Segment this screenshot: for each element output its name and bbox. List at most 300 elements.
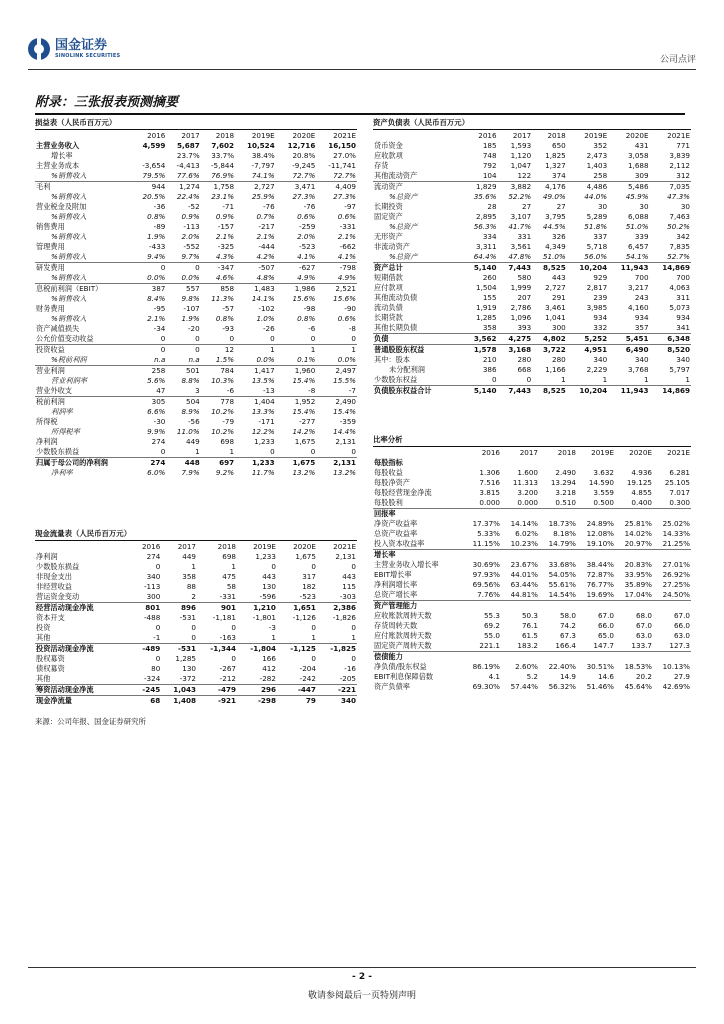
ratios-table <box>373 447 691 692</box>
year-header: 2016 <box>481 447 500 457</box>
row-label: %销售收入 <box>51 252 87 261</box>
value-cell: 55.0 <box>483 631 500 640</box>
value-cell: 14.14% <box>510 519 538 528</box>
value-cell: 274 <box>146 552 161 561</box>
row-label: 负债股东权益合计 <box>373 386 463 397</box>
value-cell: 0.400 <box>631 498 652 507</box>
header-divider <box>28 69 696 70</box>
table-row <box>373 323 691 334</box>
value-cell: 27.0% <box>333 151 356 160</box>
value-cell: 11,943 <box>608 263 649 274</box>
year-header: 2019E <box>591 447 614 457</box>
value-cell: 58.0 <box>559 611 576 620</box>
value-cell: 1 <box>561 375 566 384</box>
year-header-row <box>35 541 357 552</box>
value-cell: 79.5% <box>142 171 166 180</box>
table-row <box>373 478 691 488</box>
value-cell: 13.2% <box>292 468 316 477</box>
table-row <box>373 334 691 345</box>
row-label: 流动资产 <box>373 182 463 193</box>
table-row <box>35 345 357 356</box>
value-cell: 20.97% <box>624 539 652 548</box>
value-cell: 1,096 <box>510 313 532 322</box>
value-cell: 12.2% <box>251 427 275 436</box>
value-cell: -488 <box>143 613 161 622</box>
value-cell: 3,839 <box>669 151 690 160</box>
value-cell: 88 <box>186 582 196 591</box>
value-cell: 5,252 <box>567 334 608 345</box>
value-cell: 0 <box>310 447 316 456</box>
table-row <box>373 313 691 323</box>
table-row <box>373 590 691 601</box>
value-cell: 5,687 <box>176 141 200 150</box>
value-cell: 57.44% <box>510 682 538 691</box>
value-cell: -171 <box>258 417 275 426</box>
value-cell: 7,835 <box>669 242 690 251</box>
value-cell: 1,233 <box>235 458 276 469</box>
value-cell: -5,844 <box>210 161 235 170</box>
value-cell: -324 <box>143 674 161 683</box>
value-cell: 2,473 <box>586 151 608 160</box>
value-cell: 443 <box>552 273 566 282</box>
footer-divider <box>28 967 696 968</box>
year-header: 2016 <box>478 130 497 140</box>
value-cell: 8.18% <box>553 529 576 538</box>
value-cell: -93 <box>222 324 235 333</box>
value-cell: 7,035 <box>650 182 691 193</box>
value-cell: 14.4% <box>333 427 356 436</box>
table-row <box>35 427 357 437</box>
value-cell: 331 <box>517 232 532 241</box>
value-cell: 1 <box>271 633 276 642</box>
value-cell: 243 <box>634 293 649 302</box>
value-cell: 69.2 <box>483 621 500 630</box>
row-label: 应付账款周转天数 <box>374 631 432 640</box>
value-cell: 1,403 <box>586 161 608 170</box>
value-cell: 1,578 <box>463 345 498 356</box>
value-cell: 260 <box>482 273 497 282</box>
value-cell: 6.02% <box>515 529 538 538</box>
value-cell: -76 <box>303 202 316 211</box>
value-cell: 66.0 <box>673 621 690 630</box>
value-cell <box>615 458 653 468</box>
table-row <box>35 407 357 417</box>
value-cell: -531 <box>161 644 197 655</box>
row-label: 资产负债率 <box>374 682 410 691</box>
value-cell: 0.0% <box>147 273 166 282</box>
value-cell: 15.5% <box>333 376 356 385</box>
value-cell: 185 <box>482 141 497 150</box>
value-cell: 10.3% <box>211 376 235 385</box>
value-cell: 3 <box>195 386 200 395</box>
value-cell: 30.69% <box>472 560 500 569</box>
value-cell: -433 <box>149 242 166 251</box>
row-label: 投资 <box>36 623 51 632</box>
table-row <box>35 644 357 655</box>
value-cell: -16 <box>344 664 356 673</box>
value-cell: 10,524 <box>246 141 275 150</box>
value-cell: 1,504 <box>476 283 497 292</box>
row-label: 投资活动现金净流 <box>35 644 132 655</box>
value-cell: 1,210 <box>237 603 277 614</box>
value-cell: 3,107 <box>510 212 532 221</box>
value-cell: 443 <box>342 572 356 581</box>
table-row <box>373 345 691 356</box>
value-cell: 52.2% <box>508 192 532 201</box>
value-cell: 501 <box>166 366 200 377</box>
row-label: 增长率 <box>373 550 463 561</box>
header-blank-cell <box>35 541 132 552</box>
table-row <box>35 685 357 696</box>
value-cell: 0 <box>351 562 356 571</box>
value-cell <box>463 652 501 663</box>
value-cell: 4,349 <box>545 242 566 251</box>
row-label: 非现金支出 <box>36 572 72 581</box>
value-cell: 443 <box>262 572 276 581</box>
value-cell: 0 <box>351 334 356 343</box>
value-cell: 4.8% <box>256 273 275 282</box>
value-cell: 0 <box>270 334 275 343</box>
value-cell: -325 <box>217 242 235 251</box>
value-cell: -627 <box>276 263 317 274</box>
value-cell: 51.46% <box>586 682 614 691</box>
value-cell: 6,457 <box>627 242 649 251</box>
value-cell: 2,727 <box>235 182 276 193</box>
row-label: %销售收入 <box>51 171 87 180</box>
value-cell: 122 <box>517 171 532 180</box>
table-row <box>35 192 357 202</box>
row-label: %销售收入 <box>51 273 87 282</box>
value-cell: 650 <box>552 141 566 150</box>
value-cell: 274 <box>151 437 166 446</box>
value-cell: 280 <box>517 355 532 364</box>
table-row <box>35 242 357 252</box>
row-label: EBIT利息保障倍数 <box>374 672 434 681</box>
value-cell: 14.2% <box>292 427 316 436</box>
value-cell: 9.7% <box>181 252 200 261</box>
value-cell: 15.4% <box>333 407 356 416</box>
value-cell: -34 <box>153 324 166 333</box>
value-cell: 2.1% <box>215 232 235 241</box>
value-cell: 22.40% <box>548 662 576 671</box>
row-label: 所得税 <box>36 417 58 426</box>
table-row <box>35 458 357 469</box>
row-label: 净利润 <box>36 437 58 446</box>
value-cell: 0.6% <box>297 212 316 221</box>
value-cell: -1,125 <box>277 644 317 655</box>
value-cell: 1,120 <box>510 151 532 160</box>
value-cell: 27.25% <box>662 580 690 589</box>
value-cell: 0.9% <box>215 212 235 221</box>
table-row <box>373 652 691 663</box>
value-cell: 0.8% <box>215 314 235 323</box>
year-header-row <box>373 130 691 141</box>
year-header: 2021E <box>667 130 690 140</box>
value-cell: 11.0% <box>176 427 200 436</box>
value-cell: 0 <box>166 263 200 274</box>
table-row <box>373 621 691 631</box>
value-cell: 340 <box>593 355 608 364</box>
value-cell: 280 <box>552 355 566 364</box>
value-cell: 3,461 <box>545 303 566 312</box>
value-cell: 11,943 <box>608 386 649 397</box>
value-cell: 155 <box>482 293 497 302</box>
value-cell: 0 <box>132 345 166 356</box>
table-row <box>373 273 691 283</box>
value-cell: 11.7% <box>251 468 275 477</box>
value-cell: 4.1% <box>337 252 356 261</box>
value-cell: 17.04% <box>624 590 652 599</box>
value-cell: 393 <box>517 323 532 332</box>
row-label: 普通股股东权益 <box>373 345 463 356</box>
value-cell: 1,417 <box>235 366 276 377</box>
value-cell: 133.7 <box>631 641 652 650</box>
value-cell: 58 <box>226 582 236 591</box>
value-cell: 14.79% <box>548 539 576 548</box>
value-cell: 11.3% <box>211 294 235 303</box>
value-cell: 30 <box>680 202 690 211</box>
value-cell: 1 <box>602 375 608 384</box>
value-cell: -447 <box>277 685 317 696</box>
value-cell <box>501 652 539 663</box>
table-row <box>373 355 691 365</box>
value-cell: 305 <box>132 397 166 408</box>
value-cell: 0 <box>526 375 532 384</box>
row-label: 其他流动负债 <box>374 293 418 302</box>
ratios-title: 比率分析 <box>373 434 691 447</box>
value-cell: 326 <box>552 232 566 241</box>
row-label: 短期借款 <box>374 273 403 282</box>
value-cell: -8 <box>308 386 316 395</box>
value-cell: 27.9 <box>673 672 690 681</box>
value-cell: 6.281 <box>669 468 690 477</box>
value-cell <box>615 550 653 561</box>
value-cell: 0 <box>195 334 200 343</box>
value-cell: 130 <box>262 582 276 591</box>
row-label: 净资产收益率 <box>374 519 418 528</box>
value-cell: 0 <box>351 654 356 663</box>
value-cell: -267 <box>219 664 236 673</box>
value-cell: -113 <box>143 582 161 591</box>
value-cell <box>539 601 577 612</box>
value-cell: 334 <box>482 232 497 241</box>
row-label: 管理费用 <box>36 242 65 251</box>
value-cell: -52 <box>187 202 200 211</box>
value-cell: 4.1 <box>488 672 500 681</box>
value-cell: -89 <box>153 222 166 231</box>
value-cell: 20.83% <box>624 560 652 569</box>
value-cell: 14.6 <box>597 672 614 681</box>
value-cell: 934 <box>593 313 608 322</box>
value-cell: 19.69% <box>586 590 614 599</box>
value-cell: -331 <box>219 592 236 601</box>
value-cell: -217 <box>258 222 275 231</box>
value-cell: 33.68% <box>548 560 576 569</box>
value-cell: 20.8% <box>292 151 316 160</box>
value-cell: 0 <box>271 562 276 571</box>
table-row <box>373 539 691 550</box>
value-cell: 475 <box>222 572 236 581</box>
value-cell: 340 <box>317 696 357 707</box>
row-label: 回报率 <box>373 509 463 520</box>
value-cell: 50.2% <box>667 222 690 231</box>
row-label: 少数股东损益 <box>36 562 80 571</box>
value-cell: 2,895 <box>476 212 497 221</box>
value-cell <box>653 550 691 561</box>
value-cell <box>539 652 577 663</box>
table-row <box>373 242 691 252</box>
value-cell: 127.3 <box>669 641 690 650</box>
row-label: %销售收入 <box>51 294 87 303</box>
value-cell: 4.3% <box>215 252 235 261</box>
table-row <box>35 252 357 263</box>
table-row <box>35 552 357 562</box>
table-row <box>35 664 357 674</box>
year-header-row <box>373 447 691 458</box>
value-cell <box>653 652 691 663</box>
value-cell: -1,825 <box>317 644 357 655</box>
year-header: 2016 <box>147 130 166 140</box>
value-cell: 0.8% <box>147 212 166 221</box>
row-label: 每股股利 <box>374 498 403 507</box>
value-cell: 934 <box>676 313 690 322</box>
row-label: 非经营收益 <box>36 582 72 591</box>
value-cell: 27.3% <box>292 192 316 201</box>
value-cell: 3,311 <box>476 242 497 251</box>
value-cell: 0.1% <box>297 355 316 364</box>
value-cell: 11.313 <box>512 478 538 487</box>
row-label: 毛利 <box>35 182 132 193</box>
value-cell: -277 <box>299 417 316 426</box>
row-label: 少数股东损益 <box>36 447 80 456</box>
table-row <box>35 182 357 193</box>
value-cell: -921 <box>197 696 237 707</box>
year-header: 2021E <box>667 447 690 457</box>
value-cell: 784 <box>201 366 235 377</box>
value-cell: 929 <box>593 273 608 282</box>
value-cell: 0 <box>311 623 316 632</box>
value-cell: 6,348 <box>650 334 691 345</box>
value-cell: 3,768 <box>627 365 649 374</box>
value-cell <box>653 509 691 520</box>
table-row <box>373 488 691 498</box>
value-cell: 386 <box>482 365 497 374</box>
value-cell: 6,490 <box>608 345 649 356</box>
value-cell: 7.9% <box>181 468 200 477</box>
value-cell: 340 <box>146 572 161 581</box>
value-cell: 1,166 <box>545 365 566 374</box>
table-row <box>373 682 691 692</box>
value-cell: 42.69% <box>662 682 690 691</box>
value-cell: 0 <box>166 345 200 356</box>
row-label: 每股经营现金净流 <box>374 488 432 497</box>
value-cell: 2,131 <box>335 552 356 561</box>
table-row <box>35 202 357 212</box>
value-cell <box>501 458 539 468</box>
value-cell: 3.632 <box>593 468 614 477</box>
value-cell: 1,758 <box>201 182 235 193</box>
value-cell: 3,561 <box>510 242 532 251</box>
value-cell: 339 <box>634 232 649 241</box>
table-row <box>35 562 357 572</box>
value-cell: -372 <box>179 674 196 683</box>
table-row <box>373 611 691 621</box>
value-cell: 23.67% <box>510 560 538 569</box>
value-cell: 13.3% <box>251 407 275 416</box>
value-cell: -596 <box>259 592 276 601</box>
value-cell: 44.0% <box>584 192 608 201</box>
value-cell: -347 <box>201 263 235 274</box>
row-label: 经营活动现金净流 <box>35 603 132 614</box>
value-cell: 1,675 <box>294 437 316 446</box>
value-cell: 0 <box>155 562 161 571</box>
table-row <box>35 366 357 377</box>
value-cell: -6 <box>308 324 316 333</box>
value-cell: 0.6% <box>337 314 356 323</box>
value-cell: 52.7% <box>667 252 690 261</box>
table-row <box>373 283 691 293</box>
value-cell: 1,233 <box>255 552 276 561</box>
value-cell: -98 <box>303 304 316 313</box>
value-cell: 72.87% <box>586 570 614 579</box>
value-cell: 342 <box>676 232 690 241</box>
value-cell: 47.3% <box>667 192 690 201</box>
table-row <box>35 324 357 334</box>
value-cell: 0 <box>155 654 161 663</box>
table-row <box>35 334 357 345</box>
value-cell: 1,274 <box>166 182 200 193</box>
value-cell: -523 <box>299 592 316 601</box>
value-cell: 12 <box>201 345 235 356</box>
value-cell: 27.01% <box>662 560 690 569</box>
value-cell: 2.490 <box>555 468 576 477</box>
value-cell: 56.0% <box>584 252 608 261</box>
value-cell: 0 <box>191 623 196 632</box>
value-cell: 2,786 <box>510 303 532 312</box>
value-cell: 0 <box>351 447 356 456</box>
value-cell <box>463 509 501 520</box>
value-cell: 4,951 <box>567 345 608 356</box>
cashflow-title: 现金流量表（人民币百万元） <box>35 528 357 541</box>
value-cell: -444 <box>258 242 275 251</box>
value-cell <box>463 458 501 468</box>
value-cell: 1 <box>311 633 316 642</box>
table-row <box>35 263 357 274</box>
value-cell: -1 <box>153 633 161 642</box>
value-cell <box>463 550 501 561</box>
value-cell: 1,047 <box>510 161 532 170</box>
value-cell: 4,802 <box>532 334 567 345</box>
value-cell: 76.9% <box>211 171 235 180</box>
value-cell: 15.4% <box>292 376 316 385</box>
row-label: 其他流动资产 <box>374 171 418 180</box>
value-cell: -107 <box>183 304 200 313</box>
value-cell: 300 <box>146 592 161 601</box>
row-label: 投入资本收益率 <box>374 539 425 548</box>
value-cell <box>132 151 166 161</box>
value-cell: 934 <box>634 313 649 322</box>
table-row <box>35 654 357 664</box>
value-cell: 778 <box>201 397 235 408</box>
value-cell: 0.0% <box>181 273 200 282</box>
value-cell: 698 <box>220 437 235 446</box>
value-cell: 700 <box>676 273 690 282</box>
value-cell: 1.0% <box>256 314 275 323</box>
value-cell: 3,985 <box>586 303 608 312</box>
value-cell <box>653 458 691 468</box>
value-cell: 51.0% <box>625 222 649 231</box>
value-cell: 54.1% <box>625 252 649 261</box>
